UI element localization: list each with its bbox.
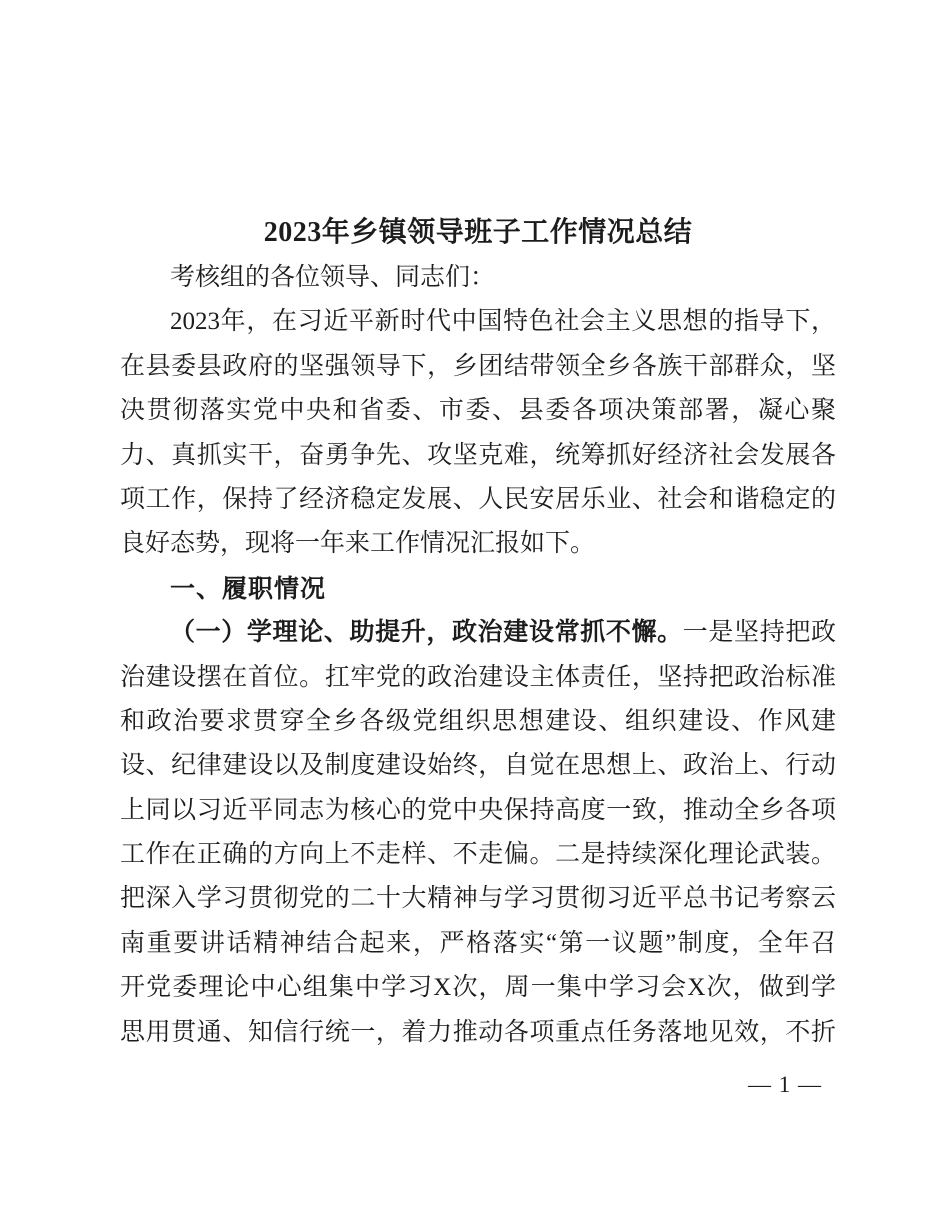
page-number: — 1 — — [748, 1072, 822, 1097]
text-segment: 决贯彻落实党中央和省委、市委、县委各项决策部署，凝心聚 — [120, 397, 836, 425]
text-segment: 和政治要求贯穿全乡各级党组织思想建设、组织建设、作风建 — [120, 707, 836, 735]
text-segment: 上同以习近平同志为核心的党中央保持高度一致，推动全乡各项 — [120, 796, 836, 824]
text-segment: 治建设摆在首位。扛牢党的政治建设主体责任，坚持把政治标准 — [120, 663, 836, 691]
text-segment: 设、纪律建设以及制度建设始终，自觉在思想上、政治上、行动 — [120, 752, 836, 780]
text-segment: 把深入学习贯彻党的二十大精神与学习贯彻习近平总书记考察云 — [120, 885, 836, 913]
text-segment: 考核组的各位领导、同志们： — [170, 264, 496, 291]
text-line — [120, 389, 836, 433]
text-segment: 力、真抓实干，奋勇争先、攻坚克难，统筹抓好经济社会发展各 — [120, 441, 836, 469]
text-line — [120, 789, 836, 833]
text-line — [120, 434, 836, 478]
text-segment: 工作在正确的方向上不走样、不走偏。二是持续深化理论武装。 — [120, 841, 836, 869]
text-line — [120, 656, 836, 700]
text-segment: 项工作，保持了经济稳定发展、人民安居乐业、社会和谐稳定的 — [120, 485, 836, 513]
text-line — [120, 700, 836, 744]
section-heading-text: 一、履职情况 — [170, 574, 327, 603]
text-segment: 2023年，在习近平新时代中国特色社会主义思想的指导下， — [170, 308, 836, 336]
text-segment: 思用贯通、知信行统一，着力推动各项重点任务落地见效，不折 — [120, 1018, 836, 1046]
text-line — [120, 345, 836, 389]
text-line — [120, 478, 836, 522]
text-line — [120, 611, 836, 655]
section-heading — [120, 567, 836, 611]
text-segment: 在县委县政府的坚强领导下，乡团结带领全乡各族干部群众，坚 — [120, 352, 836, 380]
text-segment: 良好态势，现将一年来工作情况汇报如下。 — [120, 530, 596, 558]
text-segment: 南重要讲话精神结合起来，严格落实“第一议题”制度，全年召 — [120, 929, 836, 957]
text-segment: 开党委理论中心组集中学习X次，周一集中学习会X次，做到学 — [120, 974, 836, 1002]
text-line — [120, 966, 836, 1010]
text-lines-container — [120, 256, 836, 1055]
text-line — [120, 744, 836, 788]
text-line — [120, 877, 836, 921]
text-segment: 一是坚持把政 — [682, 619, 836, 647]
text-line — [120, 522, 836, 566]
emphasis-text-segment: （一）学理论、助提升，政治建设常抓不懈。 — [170, 619, 683, 647]
text-line — [120, 1011, 836, 1055]
text-line — [120, 300, 836, 344]
text-line — [120, 833, 836, 877]
text-line — [120, 922, 836, 966]
document-title: 2023年乡镇领导班子工作情况总结 — [263, 217, 693, 248]
text-line — [120, 256, 836, 300]
document-body — [120, 210, 836, 1055]
